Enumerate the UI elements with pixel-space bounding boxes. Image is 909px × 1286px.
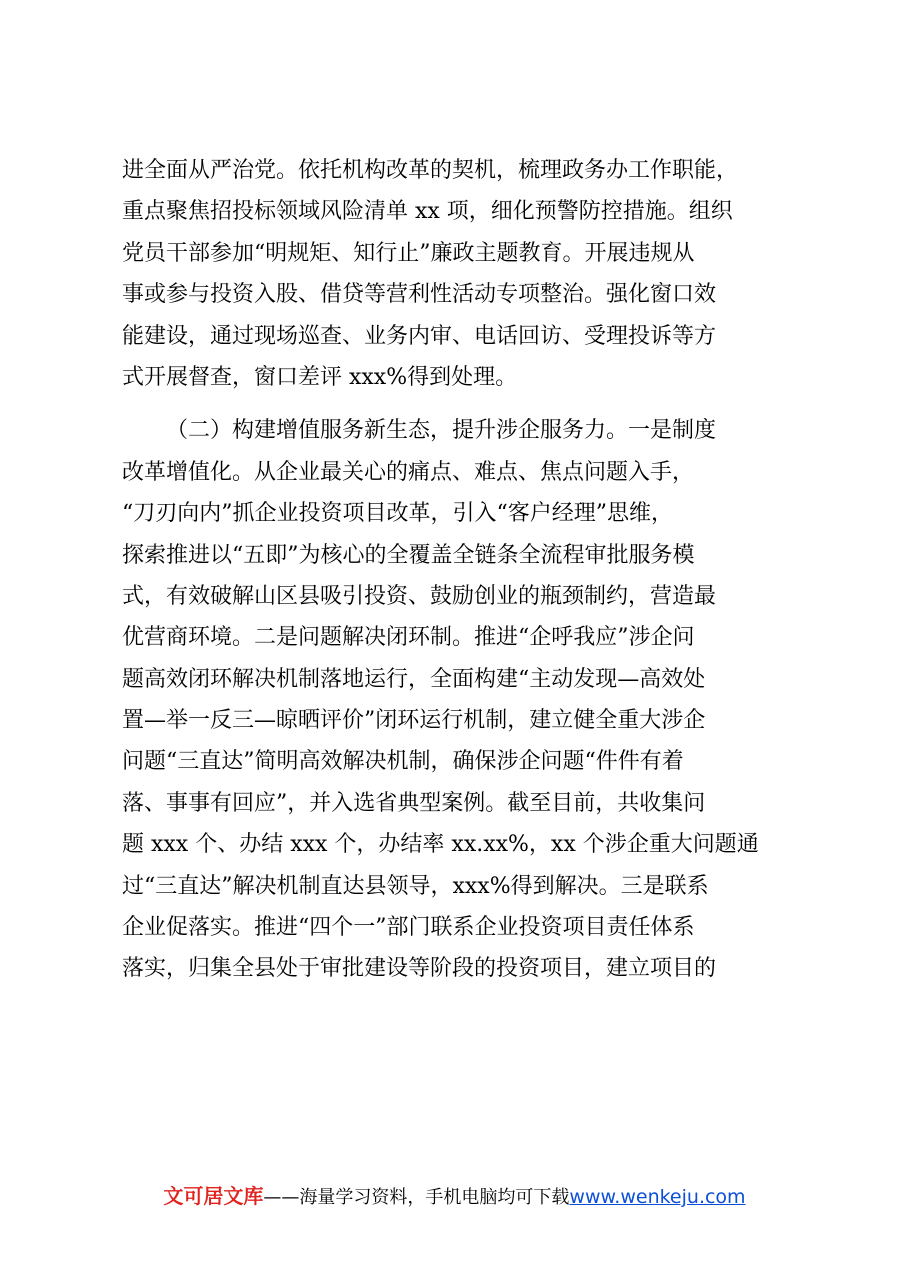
text-line: 题 xxx 个、办结 xxx 个，办结率 xx.xx%，xx 个涉企重大问题通	[122, 832, 759, 858]
footer-link[interactable]: www.wenkeju.com	[569, 1186, 746, 1208]
text-line: “刀刃向内”抓企业投资项目改革，引入“客户经理”思维，	[122, 501, 673, 527]
text-line: 进全面从严治党。依托机构改革的契机，梳理政务办工作职能，	[122, 158, 739, 183]
text-line: 问题“三直达”简明高效解决机制，确保涉企问题“件件有着	[122, 749, 684, 775]
footer-slogan: ——海量学习资料，手机电脑均可下载	[263, 1187, 570, 1208]
text-line: 探索推进以“五即”为核心的全覆盖全链条全流程审批服务模	[122, 542, 695, 568]
paragraph-2	[122, 410, 802, 989]
footer-brand: 文可居文库	[163, 1184, 264, 1208]
text-line: 党员干部参加“明规矩、知行止”廉政主题教育。开展违规从	[122, 240, 695, 266]
text-line: 过“三直达”解决机制直达县领导，xxx%得到解决。三是联系	[122, 873, 709, 899]
paragraph-gap	[122, 398, 802, 410]
text-line: 优营商环境。二是问题解决闭环制。推进“企呼我应”涉企问	[122, 625, 695, 651]
text-line: 题高效闭环解决机制落地运行，全面构建“主动发现—高效处	[122, 666, 706, 692]
text-line: 置—举一反三—晾晒评价”闭环运行机制，建立健全重大涉企	[122, 708, 706, 734]
text-line: 式，有效破解山区县吸引投资、鼓励创业的瓶颈制约，营造最	[122, 583, 717, 609]
document-body	[122, 150, 802, 990]
paragraph-1	[122, 150, 802, 398]
text-line: 改革增值化。从企业最关心的痛点、难点、焦点问题入手，	[122, 459, 695, 485]
text-line: 重点聚焦招投标领域风险清单 xx 项，细化预警防控措施。组织	[122, 199, 733, 225]
text-line: 企业促落实。推进“四个一”部门联系企业投资项目责任体系	[122, 915, 695, 941]
text-line: 式开展督查，窗口差评 xxx%得到处理。	[122, 364, 518, 390]
footer-banner	[0, 1180, 909, 1209]
text-line: 事或参与投资入股、借贷等营利性活动专项整治。强化窗口效	[122, 282, 717, 308]
text-line: （二）构建增值服务新生态，提升涉企服务力。一是制度	[166, 418, 717, 444]
text-line: 落、事事有回应”，并入选省典型案例。截至目前，共收集问	[122, 790, 706, 816]
text-line: 落实，归集全县处于审批建设等阶段的投资项目，建立项目的	[122, 956, 717, 982]
text-line: 能建设，通过现场巡查、业务内审、电话回访、受理投诉等方	[122, 323, 717, 349]
